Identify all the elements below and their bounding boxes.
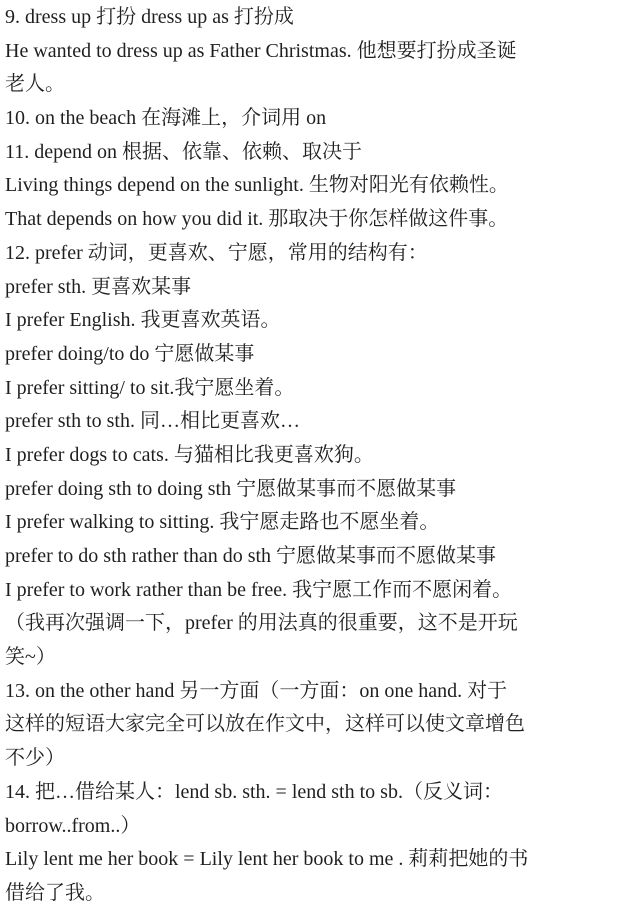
text-line: （我再次强调一下，prefer 的用法真的很重要，这不是开玩 (5, 612, 518, 635)
text-line: 9. dress up 打扮 dress up as 打扮成 (5, 6, 294, 28)
text-line: 10. on the beach 在海滩上，介词用 on (5, 107, 327, 130)
text-line: 13. on the other hand 另一方面（一方面：on one hand. 对于 (5, 679, 508, 702)
text-line: 笑~） (5, 646, 56, 669)
text-line: 12. prefer 动词，更喜欢、宁愿，常用的结构有： (5, 241, 428, 264)
text-line: prefer doing/to do 宁愿做某事 (5, 342, 255, 365)
text-line: I prefer walking to sitting. 我宁愿走路也不愿坐着。 (5, 511, 440, 534)
text-line: He wanted to dress up as Father Christmas. 他想要打扮成圣诞 (5, 39, 517, 62)
text-line: 不少） (5, 747, 65, 770)
text-line: Lily lent me her book = Lily lent her book to me . 莉莉把她的书 (5, 848, 529, 871)
text-line: That depends on how you did it. 那取决于你怎样做这件事。 (5, 208, 509, 231)
text-line: prefer to do sth rather than do sth 宁愿做某事而不愿做某事 (5, 545, 497, 567)
text-line: borrow..from..） (5, 814, 141, 837)
text-line: 这样的短语大家完全可以放在作文中，这样可以使文章增色 (5, 713, 525, 736)
text-line: 11. depend on 根据、依靠、依赖、取决于 (5, 140, 363, 163)
text-line: Living things depend on the sunlight. 生物对阳光有依赖性。 (5, 174, 509, 197)
text-line: I prefer English. 我更喜欢英语。 (5, 309, 281, 332)
text-line: I prefer to work rather than be free. 我宁愿工作而不愿闲着。 (5, 578, 513, 601)
text-line: 老人。 (5, 73, 65, 96)
text-line: 借给了我。 (5, 881, 105, 904)
text-line: I prefer sitting/ to sit.我宁愿坐着。 (5, 376, 295, 399)
text-line: prefer sth. 更喜欢某事 (5, 275, 192, 298)
text-line: prefer doing sth to doing sth 宁愿做某事而不愿做某事 (5, 477, 457, 500)
text-line: 14. 把…借给某人：lend sb. sth. = lend sth to sb.（反义词： (5, 780, 503, 803)
text-line: prefer sth to sth. 同…相比更喜欢… (5, 410, 300, 433)
text-line: I prefer dogs to cats. 与猫相比我更喜欢狗。 (5, 443, 374, 466)
